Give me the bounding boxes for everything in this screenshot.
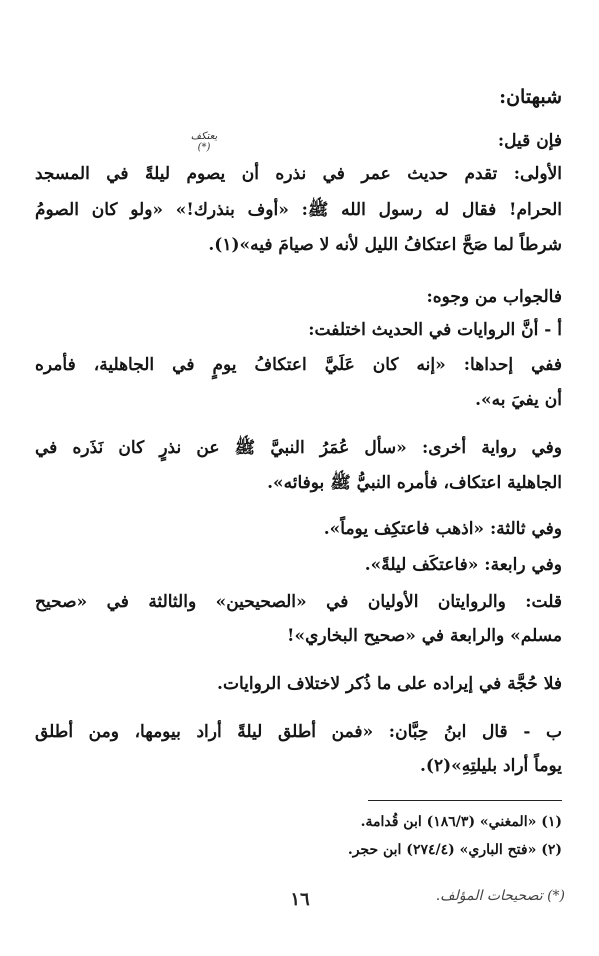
paragraph-line: وفي رواية أخرى: «سأل عُمَرُ النبيَّ ﷺ عن نذرٍ كان نَذَره في: [35, 438, 562, 458]
paragraph-line: وفي رابعة: «فاعتكَف ليلةً».: [364, 555, 562, 575]
paragraph-line: أن يفيَ به».: [475, 390, 562, 410]
paragraph-line: فلا حُجَّة في إيراده على ما ذُكر لاختلاف الروايات.: [217, 674, 562, 694]
handwritten-correction: يعتكف (*): [190, 131, 218, 153]
handwritten-footer-note: (*) تصحيحات المؤلف.: [435, 888, 565, 904]
page-number: ١٦: [290, 889, 310, 910]
paragraph-line: يوماً أراد بليلتِهِ»(٢).: [419, 756, 562, 776]
paragraph-line: مسلم» والرابعة في «صحيح البخاري»!: [287, 626, 562, 646]
footnote-separator: [368, 800, 562, 801]
paragraph-line: فالجواب من وجوه:: [426, 287, 562, 307]
paragraph-line: أ - أنَّ الروايات في الحديث اختلفت:: [308, 320, 562, 340]
paragraph-line: الحرام! فقال له رسول الله ﷺ: «أوف بنذرك!» «ولو كان الصومُ: [35, 200, 562, 220]
paragraph-line: وفي ثالثة: «اذهب فاعتكِف يوماً».: [323, 519, 562, 539]
paragraph-line: الجاهلية اعتكاف، فأمره النبيُّ ﷺ بوفائه».: [267, 473, 562, 493]
paragraph-line: شرطاً لما صَحَّ اعتكافُ الليل لأنه لا صيامَ فيه»(١).: [208, 235, 562, 255]
paragraph-line: قلت: والروايتان الأوليان في «الصحيحين» والثالثة في «صحيح: [35, 592, 562, 612]
section-heading: شبهتان:: [499, 86, 562, 108]
paragraph-line: ب - قال ابنُ حِبَّان: «فمن أطلق ليلةً أراد بيومها، ومن أطلق: [35, 722, 563, 742]
paragraph-line: فإن قيل:: [497, 131, 562, 151]
paragraph-line: ففي إحداها: «إنه كان عَلَيَّ اعتكافُ يومٍ في الجاهلية، فأمره: [35, 355, 562, 375]
footnote: (١) «المغني» (١٨٦/٣) ابن قُدامة.: [360, 814, 562, 830]
footnote: (٢) «فتح الباري» (٢٧٤/٤) ابن حجر.: [347, 842, 562, 858]
paragraph-line: الأولى: تقدم حديث عمر في نذره أن يصوم ليلةً في المسجد: [35, 164, 562, 184]
